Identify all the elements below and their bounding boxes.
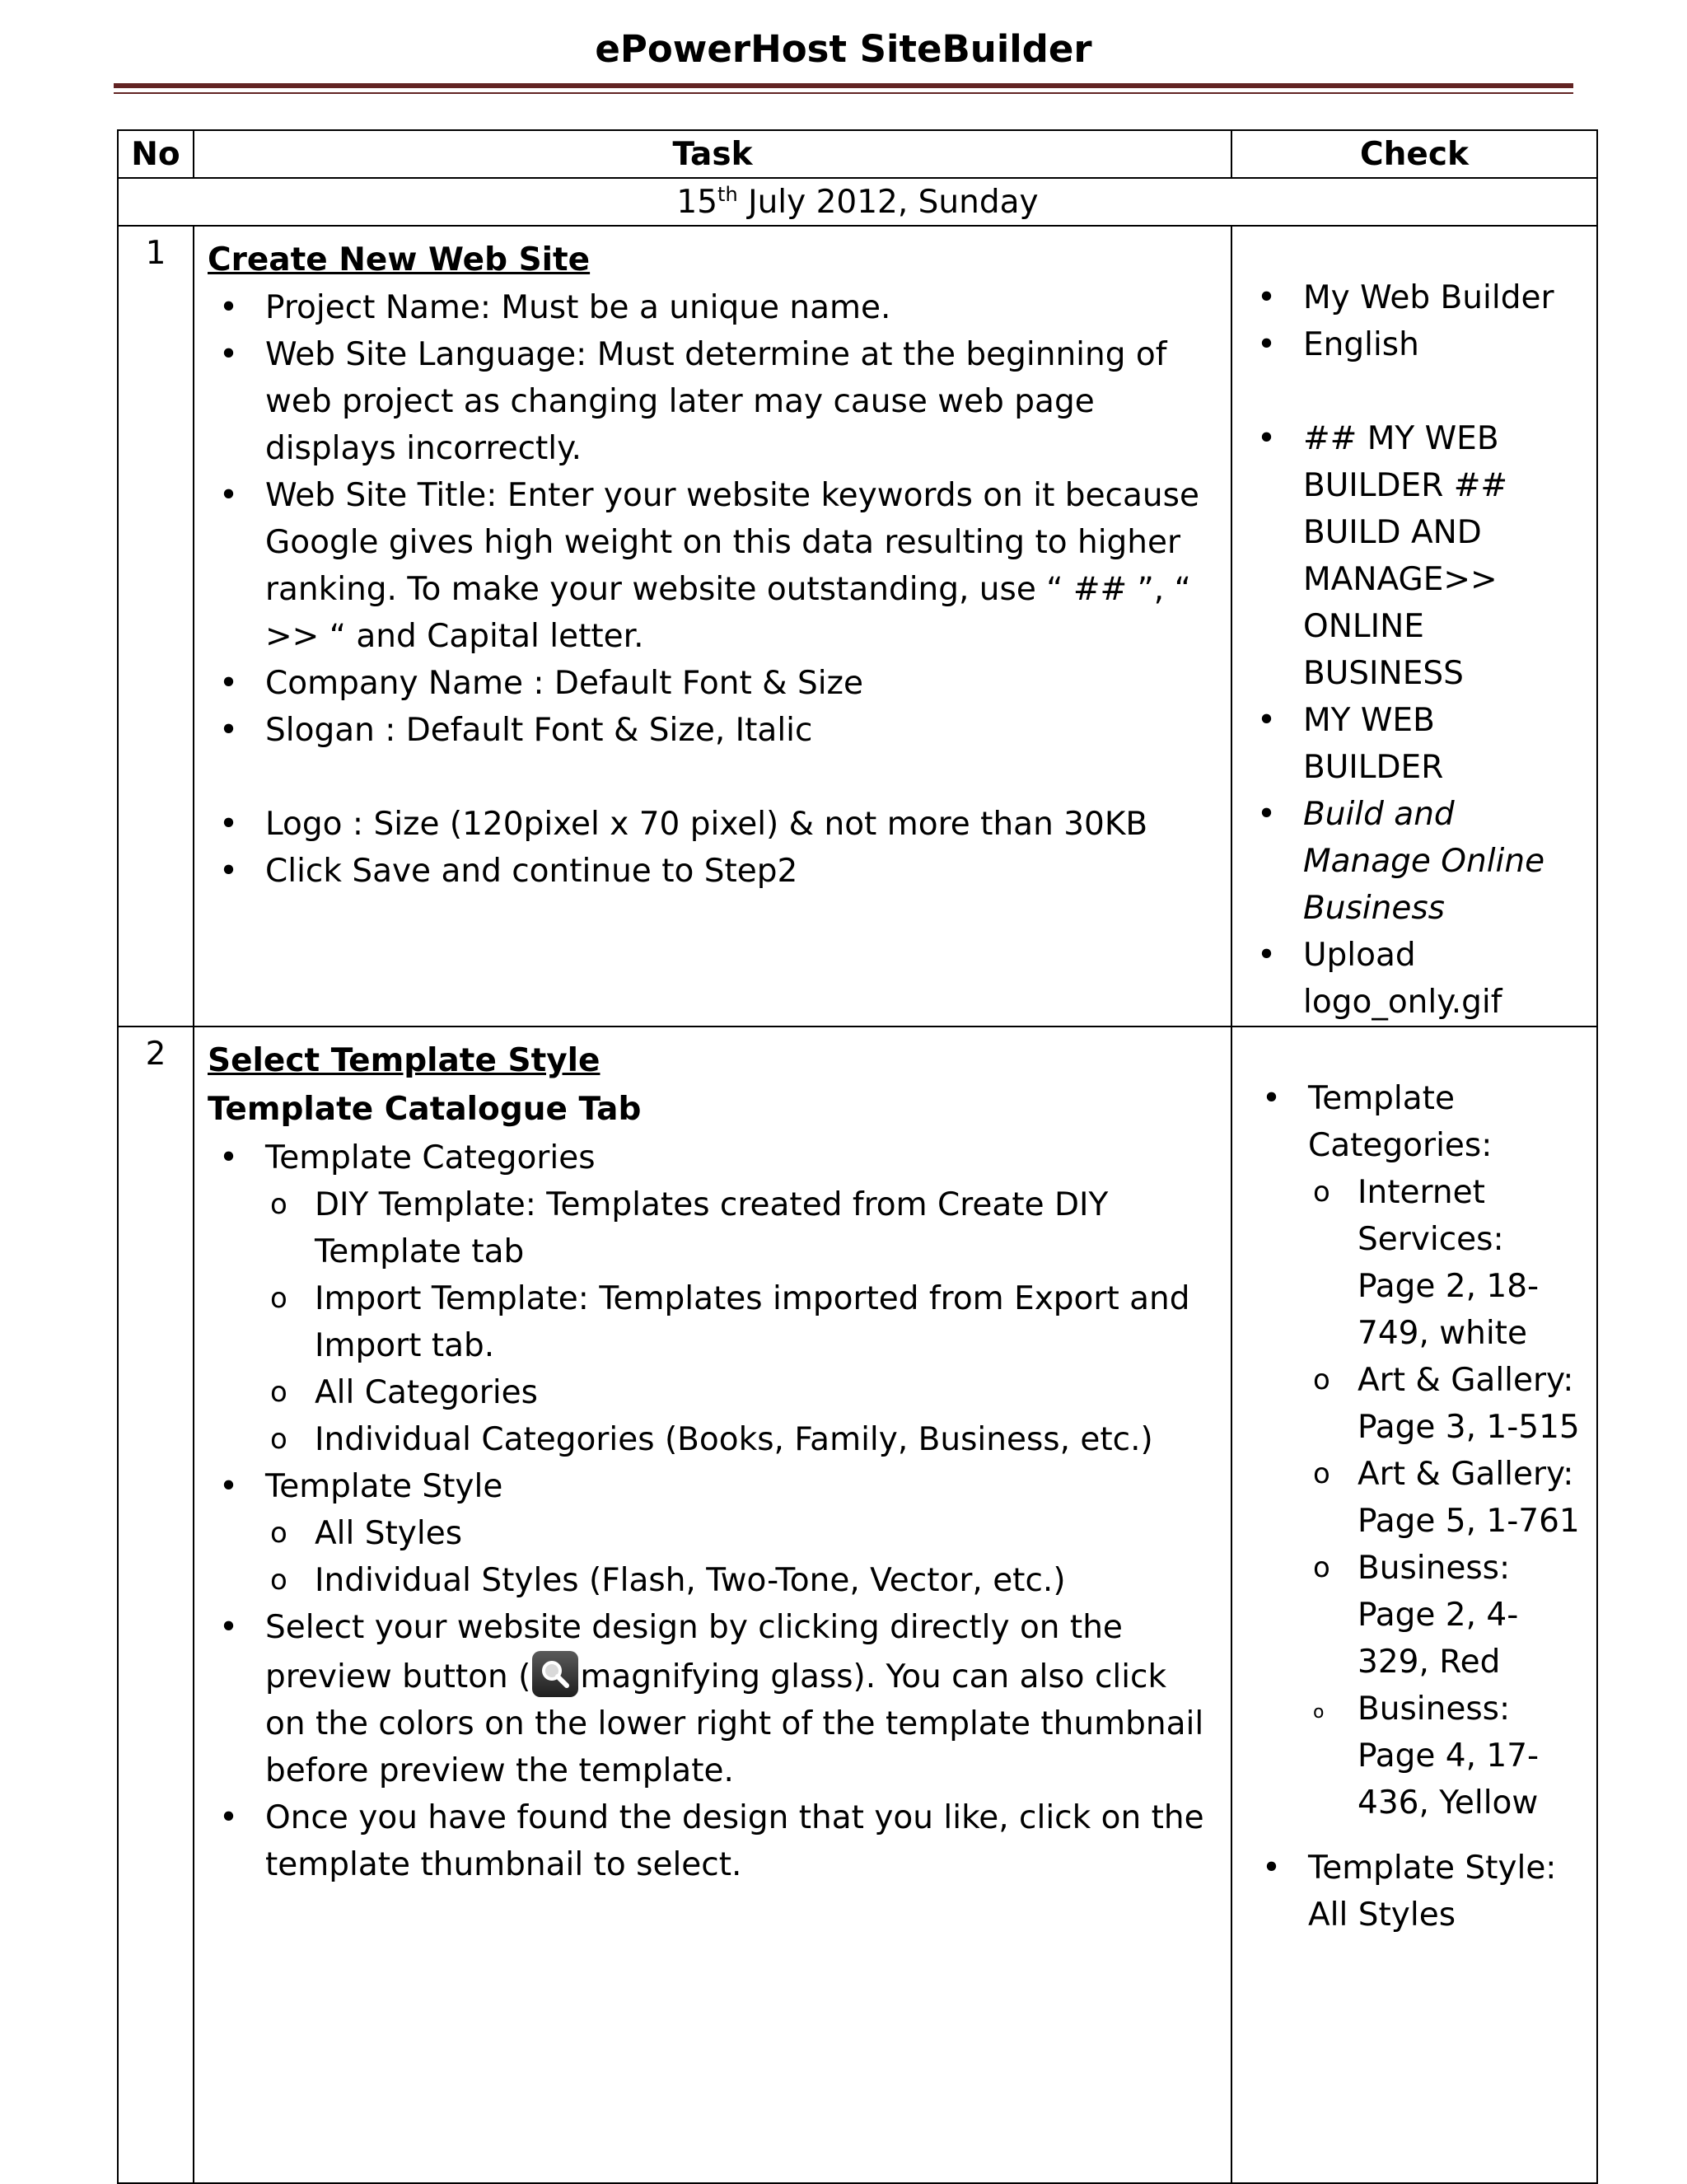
list-item-text: Template Style (265, 1468, 503, 1505)
spacer (1250, 1826, 1585, 1845)
sub-list-item: o Business: Page 2, 4-329, Red (1308, 1545, 1585, 1686)
check-list (1250, 1075, 1585, 1826)
header-rule-thick (114, 83, 1573, 88)
sub-list-item: o Individual Styles (Flash, Two-Tone, Vector, etc.) (265, 1557, 1216, 1604)
check-list (1250, 274, 1585, 368)
sub-list-item: o Art & Gallery: Page 5, 1-761 (1308, 1451, 1585, 1545)
check-list (1250, 1845, 1585, 1938)
sub-list-item: o Internet Services: Page 2, 18-749, white (1308, 1169, 1585, 1357)
sub-list-item: o All Categories (265, 1369, 1216, 1416)
row-number: 2 (118, 1027, 194, 2183)
task-list (208, 1134, 1216, 1888)
list-item (208, 1463, 1216, 1604)
list-item (1250, 1075, 1585, 1826)
list-item-text: Template Categories: (1308, 1080, 1493, 1164)
sub-list (1308, 1169, 1585, 1826)
date-cell (118, 178, 1597, 226)
date-day: 15 (676, 184, 718, 221)
check-cell (1231, 226, 1597, 1027)
spacer (208, 754, 1216, 801)
column-header-task: Task (194, 130, 1231, 178)
header-rule-thin (114, 92, 1573, 94)
check-cell (1231, 1027, 1597, 2183)
task-list (208, 801, 1216, 895)
list-item: • Company Name : Default Font & Size (208, 660, 1216, 707)
list-item: • Build and Manage Online Business (1250, 791, 1585, 932)
task-list (208, 284, 1216, 754)
sub-list-item: o DIY Template: Templates created from Create DIY Template tab (265, 1181, 1216, 1275)
list-item: • Once you have found the design that you like, click on the template thumbnail to select. (208, 1794, 1216, 1888)
column-header-no: No (118, 130, 194, 178)
row-number: 1 (118, 226, 194, 1027)
list-item: • Web Site Title: Enter your website keywords on it because Google gives high weight on this data resulting to higher ranking. To make your website outstanding, use “ ## ”, “ >> “ and Capital letter. (208, 472, 1216, 660)
column-header-check: Check (1231, 130, 1597, 178)
subheading: Template Catalogue Tab (208, 1091, 642, 1128)
date-row (118, 178, 1597, 226)
date-rest: July 2012, Sunday (737, 184, 1039, 221)
section-title: Select Template Style (208, 1042, 600, 1079)
date-suffix: th (717, 183, 738, 206)
sub-list-item: o Business: Page 4, 17-436, Yellow (1308, 1686, 1585, 1826)
list-item: • Project Name: Must be a unique name. (208, 284, 1216, 331)
list-item: • Logo : Size (120pixel x 70 pixel) & not more than 30KB (208, 801, 1216, 848)
list-item-text: Select your website design by clicking directly on the preview button ( (265, 1609, 1123, 1695)
sub-list-item: o Art & Gallery: Page 3, 1-515 (1308, 1357, 1585, 1451)
list-item: • English (1250, 321, 1585, 368)
list-item (208, 1134, 1216, 1463)
task-cell (194, 1027, 1231, 2183)
list-item: • Click Save and continue to Step2 (208, 848, 1216, 895)
sub-list (265, 1181, 1216, 1463)
list-item-text: magnifying glass). You can also click on the colors on the lower right of the template thumbnail before preview the template. (265, 1658, 1204, 1789)
list-item: • My Web Builder (1250, 274, 1585, 321)
section-title: Create New Web Site (208, 241, 591, 278)
list-item: • Slogan : Default Font & Size, Italic (208, 707, 1216, 754)
list-item: • MY WEB BUILDER (1250, 697, 1585, 791)
list-item: • Template Style: All Styles (1250, 1845, 1585, 1938)
table-row (118, 1027, 1597, 2183)
sub-list (265, 1510, 1216, 1604)
magnifying-glass-icon (532, 1651, 578, 1697)
spacer (1250, 227, 1585, 274)
spacer (1250, 1027, 1585, 1075)
task-cell (194, 226, 1231, 1027)
sub-list-item: o Import Template: Templates imported from Export and Import tab. (265, 1275, 1216, 1369)
table-header-row (118, 130, 1597, 178)
sub-list-item: o All Styles (265, 1510, 1216, 1557)
check-list (1250, 415, 1585, 1026)
list-item: • ## MY WEB BUILDER ## BUILD AND MANAGE>> ONLINE BUSINESS (1250, 415, 1585, 697)
table-row (118, 226, 1597, 1027)
page-title: ePowerHost SiteBuilder (595, 27, 1092, 71)
sub-list-item: o Individual Categories (Books, Family, Business, etc.) (265, 1416, 1216, 1463)
spacer (1250, 368, 1585, 415)
list-item: • Web Site Language: Must determine at the beginning of web project as changing later may cause web page displays incorrectly. (208, 331, 1216, 472)
list-item-text: Template Categories (265, 1139, 596, 1176)
list-item: • Upload logo_only.gif (1250, 932, 1585, 1026)
task-table (117, 129, 1598, 2184)
list-item (208, 1604, 1216, 1794)
